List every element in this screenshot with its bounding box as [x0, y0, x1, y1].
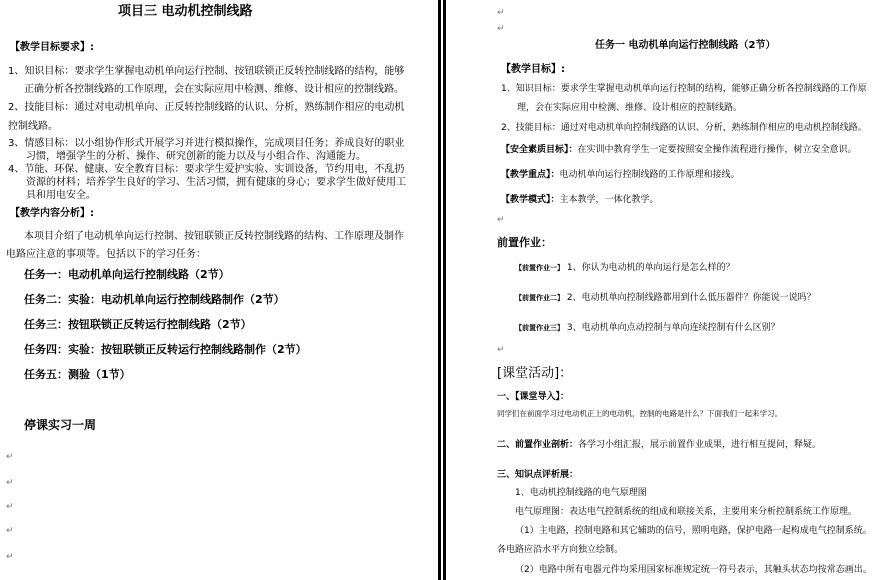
safety-text: 在实训中教育学生一定要按照安全操作流程进行操作，树立安全意识。 — [577, 145, 857, 155]
paragraph-mark: ↵ — [6, 552, 14, 562]
section-3-line: 各电路应沿水平方向独立绘制。 — [497, 545, 624, 555]
paragraph-mark: ↵ — [6, 526, 14, 536]
safety-goal — [501, 145, 857, 155]
section-3-heading: 三、知识点评析展： — [497, 470, 579, 480]
task-item-2: 任务二：实验：电动机单向运行控制线路制作（2节） — [24, 293, 285, 306]
goal-heading: 【教学目标要求】: — [10, 42, 94, 53]
focus-label: 【教学重点】： — [501, 170, 560, 180]
paragraph-mark: ↵ — [497, 345, 505, 355]
pre-homework-item — [515, 323, 780, 333]
task-title: 任务一 电动机单向运行控制线路（2节） — [595, 40, 776, 51]
analysis-line: 电路应注意的事项等。包括以下的学习任务： — [6, 249, 206, 260]
section-1-text: 同学们在前面学习过电动机正上的电动机，控制的电路是什么？下面我们一起来学习。 — [497, 409, 782, 418]
right-goal-line: 1、知识目标：要求学生掌握电动机单向运行控制的结构，能够正确分析各控制线路的工作原 — [501, 84, 867, 94]
goal-line: 3、情感目标：以小组协作形式开展学习并进行模拟操作，完成项目任务；养成良好的职业 — [8, 138, 405, 149]
section-2 — [497, 440, 821, 450]
pre-homework-text: 2、电动机单向控制线路都用到什么低压器件？你能说一说吗？ — [566, 293, 816, 303]
analysis-line: 本项目介绍了电动机单向运行控制、按钮联锁正反转控制线路的结构、工作原理及制作 — [24, 231, 404, 242]
class-activity-heading: [课堂活动]： — [497, 366, 573, 381]
paragraph-mark: ↵ — [6, 502, 14, 512]
section-2-text: 各学习小组汇报，展示前置作业成果，进行相互提问，释疑。 — [578, 440, 822, 450]
paragraph-mark: ↵ — [497, 24, 505, 34]
paragraph-mark: ↵ — [6, 452, 14, 462]
right-document-page — [447, 0, 891, 580]
pre-homework-tag: 【前置作业二】 — [515, 294, 564, 302]
analysis-heading: 【教学内容分析】: — [10, 208, 94, 219]
pre-homework-text: 3、电动机单向点动控制与单向连续控制有什么区别？ — [566, 323, 780, 333]
pre-homework-item — [515, 263, 735, 273]
mode-text: 主本教学，一体化教学。 — [559, 195, 659, 205]
pre-homework-item — [515, 293, 816, 303]
goal-line: 4、节能、环保、健康、安全教育目标：要求学生爱护实验、实训设备，节约用电，不乱扔 — [8, 164, 405, 175]
pre-homework-text: 1、你认为电动机的单向运行是怎么样的？ — [566, 263, 735, 273]
section-3-line: 电气原理图：表达电气控制系统的组成和联接关系，主要用来分析控制系统工作原理。 — [515, 507, 858, 517]
mode-label: 【教学模式】： — [501, 195, 560, 205]
practice-note: 停课实习一周 — [24, 418, 97, 432]
goal-line: 习惯，增强学生的分析、操作、研究创新的能力以及与小组合作、沟通能力。 — [26, 151, 366, 162]
goal-line: 2、技能目标：通过对电动机单向、正反转控制线路的认识、分析，熟练制作相应的电动机 — [8, 102, 405, 113]
right-goal-line: 2、技能目标：通过对电动机单向控制线路的认识、分析，熟练制作相应的电动机控制线路。 — [501, 123, 867, 133]
paragraph-mark: ↵ — [497, 8, 505, 18]
goal-line: 具和用电安全。 — [26, 190, 96, 201]
section-3-line: （2）电路中所有电器元件均采用国家标准规定统一符号表示，其触头状态均按常态画出。 — [515, 565, 872, 575]
right-goal-heading: 【教学目标】: — [501, 64, 565, 75]
paragraph-mark: ↵ — [497, 215, 505, 225]
pre-homework-heading: 前置作业： — [497, 236, 552, 249]
goal-line: 资源的材料；培养学生良好的学习、生活习惯，拥有健康的身心；要求学生做好使用工 — [26, 177, 406, 188]
safety-label: 【安全素质目标】： — [501, 145, 578, 155]
task-item-4: 任务四：实验：按钮联锁正反转运行控制线路制作（2节） — [24, 343, 307, 356]
page-divider — [443, 0, 446, 580]
task-item-3: 任务三：按钮联锁正反转运行控制线路（2节） — [24, 318, 252, 331]
task-item-1: 任务一：电动机单向运行控制线路（2节） — [24, 268, 230, 281]
goal-line: 正确分析各控制线路的工作原理，会在实际应用中检测、维修、设计相应的控制线路。 — [24, 84, 404, 95]
right-goal-line: 理，会在实际应用中检测、维修、设计相应的控制线路。 — [517, 103, 743, 113]
section-2-label: 二、前置作业剖析： — [497, 440, 579, 450]
section-1-heading: 一、【课堂导入】： — [497, 392, 570, 402]
left-document-page — [0, 0, 438, 580]
pre-homework-tag: 【前置作业一】 — [515, 264, 564, 272]
teaching-focus — [501, 170, 740, 180]
goal-line: 控制线路。 — [8, 121, 58, 132]
section-3-line: （1）主电路，控制电路和其它辅助的信号，照明电路，保护电路一起构成电气控制系统。 — [515, 526, 872, 536]
task-item-5: 任务五：测验（1节） — [24, 368, 131, 381]
focus-text: 电动机单向运行控制线路的工作原理和接线。 — [559, 170, 740, 180]
page-divider — [438, 0, 441, 580]
project-title: 项目三 电动机控制线路 — [118, 4, 253, 19]
paragraph-mark: ↵ — [6, 478, 14, 488]
section-3-line: 1、电动机控制线路的电气原理图 — [515, 488, 647, 498]
teaching-mode — [501, 195, 659, 205]
goal-line: 1、知识目标：要求学生掌握电动机单向运行控制、按钮联锁正反转控制线路的结构，能够 — [8, 66, 405, 77]
pre-homework-tag: 【前置作业三】 — [515, 324, 564, 332]
